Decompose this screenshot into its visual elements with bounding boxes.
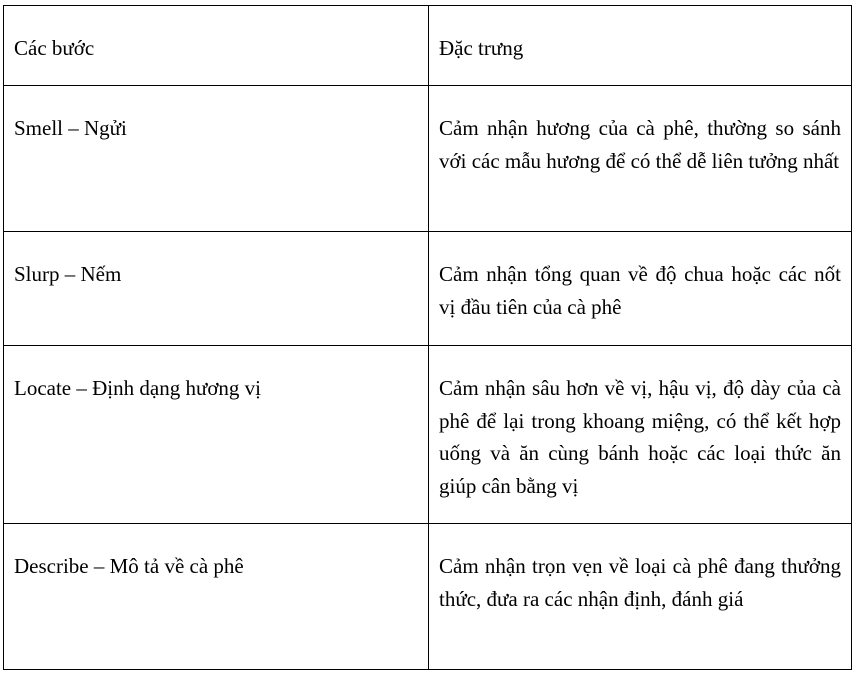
coffee-tasting-steps-table xyxy=(3,5,852,670)
feature-description: Cảm nhận tổng quan về độ chua hoặc các nốt vị đầu tiên của cà phê xyxy=(439,262,841,319)
header-label: Đặc trưng xyxy=(439,36,524,60)
table-row xyxy=(4,86,852,232)
header-label: Các bước xyxy=(14,36,95,60)
step-cell xyxy=(4,346,429,524)
step-cell xyxy=(4,524,429,670)
table-header-row xyxy=(4,6,852,86)
feature-description: Cảm nhận trọn vẹn về loại cà phê đang thưởng thức, đưa ra các nhận định, đánh giá xyxy=(439,554,841,611)
header-cell-features xyxy=(429,6,852,86)
table-row xyxy=(4,232,852,346)
feature-cell xyxy=(429,346,852,524)
feature-cell xyxy=(429,524,852,670)
step-name: Smell – Ngửi xyxy=(14,116,127,140)
table-row xyxy=(4,346,852,524)
feature-cell xyxy=(429,86,852,232)
feature-description: Cảm nhận sâu hơn về vị, hậu vị, độ dày của cà phê để lại trong khoang miệng, có thể kết hợp uống và ăn cùng bánh hoặc các loại thức ăn giúp cân bằng vị xyxy=(439,376,841,498)
table-row xyxy=(4,524,852,670)
feature-description: Cảm nhận hương của cà phê, thường so sánh với các mẫu hương để có thể dễ liên tưởng nhất xyxy=(439,116,841,173)
step-name: Describe – Mô tả về cà phê xyxy=(14,554,244,578)
step-cell xyxy=(4,232,429,346)
feature-cell xyxy=(429,232,852,346)
step-name: Slurp – Nếm xyxy=(14,262,122,286)
step-cell xyxy=(4,86,429,232)
header-cell-steps xyxy=(4,6,429,86)
step-name: Locate – Định dạng hương vị xyxy=(14,376,262,400)
